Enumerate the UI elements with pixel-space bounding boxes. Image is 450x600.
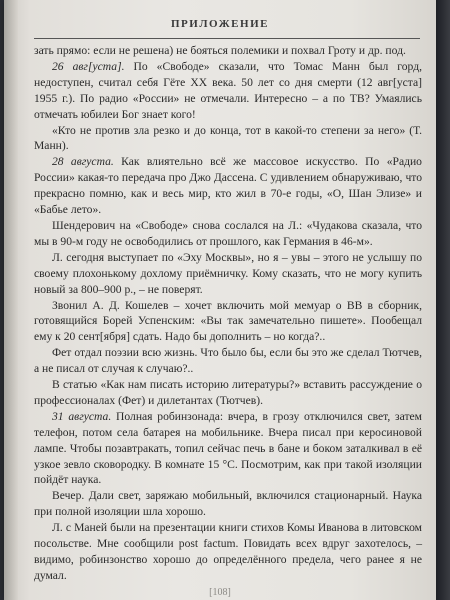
paragraph [34,409,422,489]
paragraph-text: По «Свободе» сказали, что Томас Манн был горд, недоступен, считал себя Гёте XX века. 50 лет со дня смерти (12 авг[уста] 1955 г.). По радио «России» не отмечали. Интересно – а по ТВ? Умаялись отмечать юбилеи Бог знает кого! [34,59,422,121]
paragraph [34,488,422,520]
paragraph-text: Звонил А. Д. Кошелев – хочет включить мой мемуар о ВВ в сборник, готовящийся Борей Успенским: «Вы так замечательно пишете». Пообещал ему к 20 сент[ября] сдать. Надо бы дополнить – но когда?.. [34,298,422,344]
paragraph-text: Вечер. Дали свет, заряжаю мобильный, включился стационарный. Наука при полной изоляции шла хорошо. [34,489,422,519]
paragraph [34,59,422,123]
header-rule [34,38,420,39]
running-header: ПРИЛОЖЕНИЕ [171,18,269,30]
paragraph-text: Л. с Маней были на презентации книги стихов Комы Иванова в литовском посольстве. Мне сообщили post factum. Повидать всех вдруг захотелось, – видимо, робинзонство хорошо до определённого предела, чего ранее я не думал. [34,521,422,582]
paragraph [34,298,422,346]
paragraph-text: «Кто не против зла резко и до конца, тот в какой-то степени за него» (Т. Манн). [34,123,422,153]
paragraph [34,377,422,409]
book-binding [4,0,18,600]
paragraph-text: Шендерович на «Свободе» снова сослался на Л.: «Чудакова сказала, что мы в 90-м году не освободились от прошлого, как Германия в 46-м». [34,218,422,248]
background-edge [436,0,450,600]
paragraph [34,123,422,155]
paragraph-text: Фет отдал поэзии всю жизнь. Что было бы, если бы это же сделал Тютчев, а не писал от случая к случаю?.. [34,346,422,376]
paragraph-text: Л. сегодня выступает по «Эху Москвы», но я – увы – этого не услышу по своему плохонькому дохлому приёмничку. Кому сказать, что не могу купить новый за 800–900 р., – не поверят. [34,250,422,296]
paragraph-text: В статью «Как нам писать историю литературы?» вставить рассуждение о профессионалах (Фет) и дилетантах (Тютчев). [34,378,422,407]
page-body [34,43,422,584]
entry-date: 28 августа. [52,155,114,169]
paragraph [34,154,422,218]
page-number: [108] [209,587,231,598]
paragraph-text: Полная робинзонада: вчера, в грозу отключился свет, затем телефон, потом села батарея на мобильнике. Вчера писал при керосиновой лампе. Чтобы позавтракать, топил сейчас печь в бане и боком заталкивал в её узкое зевло сковородку. В комнате 15 °С. Посмотрим, как при такой изоляции пойдёт наука. [34,409,422,487]
paragraph [34,345,422,377]
book-page [4,0,436,600]
paragraph-text: зать прямо: если не решена) не бояться полемики и похвал Гроту и др. под. [34,44,406,57]
paragraph [34,43,422,59]
paragraph [34,250,422,298]
paragraph-text: Как влиятельно всё же массовое искусство. По «Радио России» какая-то передача про Джо Дассена. С удивлением обнаруживаю, что прекрасно помню, как и весь мир, кто жил в 70-е годы, «О, Шан Элизе» и «Бабье лето». [34,155,422,217]
entry-date: 26 авг[уста]. [52,59,125,73]
paragraph [34,218,422,250]
paragraph [34,520,422,584]
entry-date: 31 августа. [52,409,112,423]
